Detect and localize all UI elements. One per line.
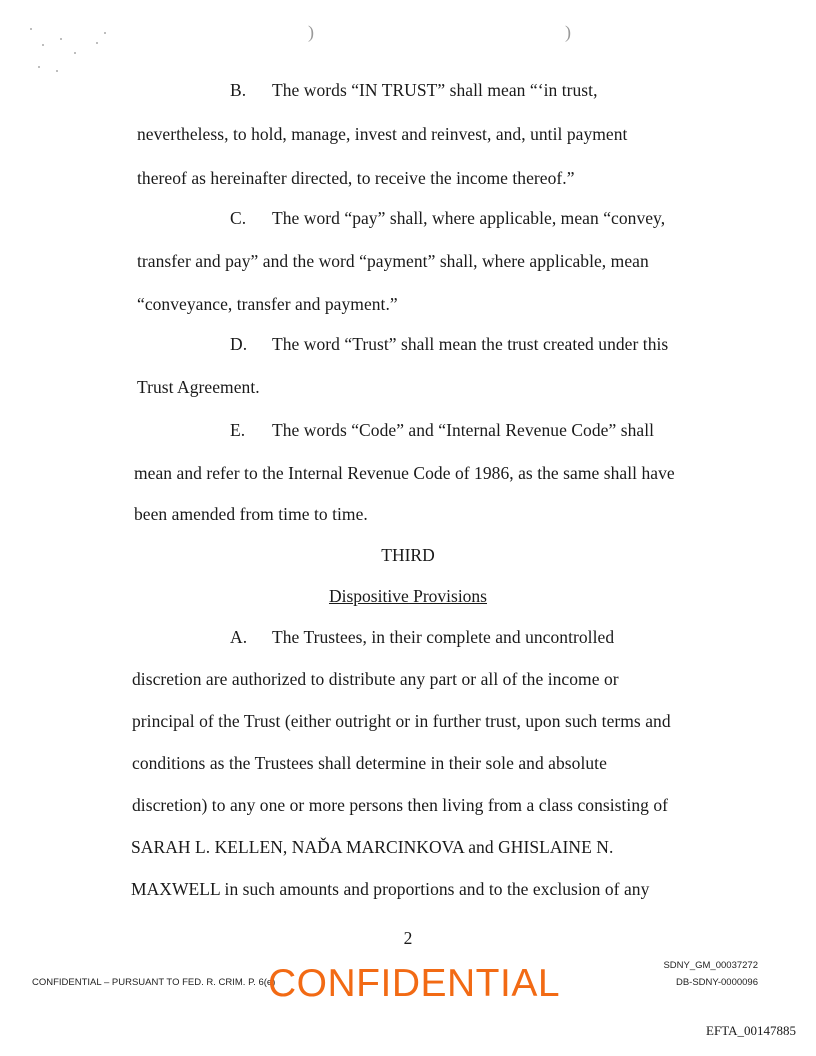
paragraph-c-line-2: transfer and pay” and the word “payment” shall, where applicable, mean (137, 251, 649, 271)
third-a-line-5: discretion) to any one or more persons then living from a class consisting of (132, 795, 669, 815)
paragraph-c-line-3: “conveyance, transfer and payment.” (137, 294, 398, 314)
paragraph-e-line-2: mean and refer to the Internal Revenue Code of 1986, as the same shall have (134, 463, 675, 483)
third-a-line-4: conditions as the Trustees shall determine in their sole and absolute (132, 753, 607, 773)
efta-number: EFTA_00147885 (706, 1023, 796, 1038)
page-number: 2 (403, 928, 413, 948)
scan-speck (104, 32, 106, 34)
paragraph-d-label: D. (230, 334, 248, 354)
paragraph-c-line-1 (230, 208, 665, 229)
paragraph-e-text: The words “Code” and “Internal Revenue Code” shall (272, 420, 655, 440)
bates-number-primary: SDNY_GM_00037272 (663, 960, 758, 971)
paragraph-b-line-2: nevertheless, to hold, manage, invest and reinvest, and, until payment (137, 124, 628, 144)
scan-speck (30, 28, 32, 30)
paragraph-d-text: The word “Trust” shall mean the trust created under this (272, 334, 669, 354)
paragraph-b-line-1 (230, 80, 598, 101)
paragraph-e-line-1 (230, 420, 654, 441)
article-title-text: Dispositive Provisions (328, 586, 487, 606)
scan-speck (74, 52, 76, 54)
scan-speck (56, 70, 58, 72)
scan-speck (60, 38, 62, 40)
article-title (0, 586, 816, 607)
scan-mark-right: ) (565, 22, 571, 42)
third-a-label: A. (230, 627, 248, 647)
third-a-text: The Trustees, in their complete and uncontrolled (272, 627, 615, 647)
paragraph-b-text: The words “IN TRUST” shall mean “‘in trust, (272, 80, 598, 100)
paragraph-d-line-2: Trust Agreement. (137, 377, 260, 397)
paragraph-b-line-3: thereof as hereinafter directed, to receive the income thereof.” (137, 168, 575, 188)
paragraph-c-label: C. (230, 208, 247, 228)
paragraph-e-line-3: been amended from time to time. (134, 504, 368, 524)
confidential-stamp: CONFIDENTIAL (268, 962, 561, 1005)
confidential-notice: CONFIDENTIAL – PURSUANT TO FED. R. CRIM. P. 6(e) (32, 977, 276, 988)
third-a-line-2: discretion are authorized to distribute any part or all of the income or (132, 669, 619, 689)
third-a-line-1 (230, 627, 614, 648)
third-a-line-6: SARAH L. KELLEN, NAĎA MARCINKOVA and GHISLAINE N. (131, 837, 614, 857)
scan-mark-left: ) (308, 22, 314, 42)
paragraph-b-label: B. (230, 80, 247, 100)
third-a-line-3: principal of the Trust (either outright or in further trust, upon such terms and (132, 711, 671, 731)
article-number: THIRD (381, 545, 435, 565)
scan-speck (38, 66, 40, 68)
paragraph-d-line-1 (230, 334, 668, 355)
scan-speck (42, 44, 44, 46)
paragraph-c-text: The word “pay” shall, where applicable, mean “convey, (272, 208, 666, 228)
scan-speck (96, 42, 98, 44)
paragraph-e-label: E. (230, 420, 246, 440)
bates-number-secondary: DB-SDNY-0000096 (675, 977, 758, 988)
third-a-line-7: MAXWELL in such amounts and proportions and to the exclusion of any (131, 879, 650, 899)
